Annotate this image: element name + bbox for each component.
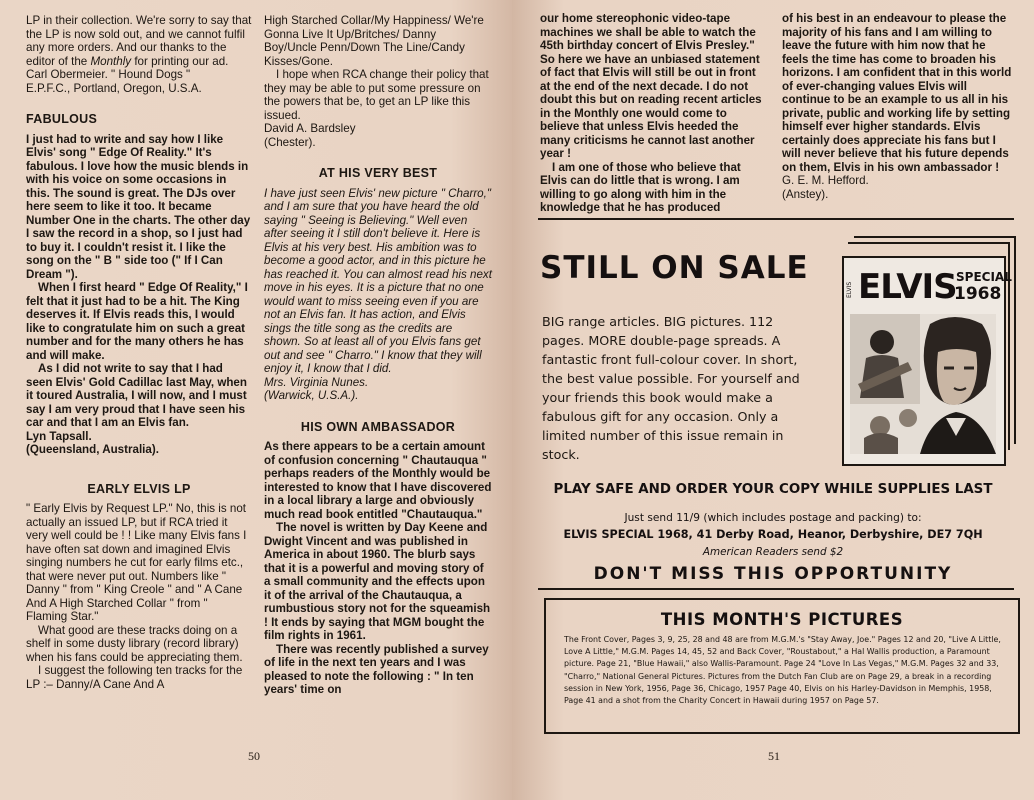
dont-miss-banner: DON'T MISS THIS OPPORTUNITY <box>593 564 953 584</box>
very-best-signature-location: (Warwick, U.S.A.). <box>264 389 359 402</box>
ambassador-signature-location: (Anstey). <box>782 187 829 201</box>
early-paragraph-3: I suggest the following ten tracks for the LP :– Danny/A Cane And A <box>26 664 243 691</box>
tracks-signature: David A. Bardsley <box>264 122 356 135</box>
ambassador-paragraph-2: The novel is written by Day Keene and Dwight Vincent and was published in America in about 1960. The blurb says that it is a powerful and moving story of a small community and the effects upon it of the arrival of the Chautauqua, a rumbustious story not for the squeamish ! It ends by saying that MGM bought the film rights in 1961. <box>264 521 491 642</box>
early-elvis-heading: EARLY ELVIS LP <box>87 481 191 496</box>
early-paragraph-1: " Early Elvis by Request LP." No, this is not actually an issued LP, but if RCA tried it very well could be ! ! Like many Elvis fans I have often sat down and imagined Elvis singing numbers he cut for early films etc., that were never put out. Numbers like " Danny " from " King Creole " and " A Cane And A High Starched Collar " from " Flaming Star." <box>26 502 247 623</box>
book-title: ELVIS <box>858 267 957 307</box>
american-price: American Readers send $2 <box>702 546 844 558</box>
book-spine-label: ELVIS <box>846 281 853 298</box>
intro-signature-location: E.P.F.C., Portland, Oregon, U.S.A. <box>26 81 202 95</box>
this-months-pictures-box <box>544 598 1020 734</box>
intro-signature: Carl Obermeier. " Hound Dogs " <box>26 68 191 81</box>
left-page <box>0 0 512 800</box>
pictures-credits: The Front Cover, Pages 3, 9, 25, 28 and 48 are from M.G.M.'s "Stay Away, Joe." Pages 12 and 20, "Live A Little, Love A Little," M.G.M. Pages 14, 45, 52 and Back Cover, "Roustabout," a Hal Wallis production, a Paramount picture. Page 21, "Blue Hawaii," also Wallis-Paramount. Page 24 "Love In Las Vegas," M.G.M. Pages 32 and 33, "Charro," National General Pictures. Pictures from the Dutch Fan Club are on Page 29, a break in a recording session in New York, 1956, Page 36, Chicago, 1957 Page 40, Elvis on his Harley-Davidson in Memphis, 1958, Page 41 and a shot from the Charity Concert in Hawaii during 1957 on Page 57. <box>564 635 1001 706</box>
very-best-paragraph: I have just seen Elvis' new picture " Charro," and I am sure that you have heard the old saying " Seeing is Believing." Well even after seeing it I still don't believe it. Here is Elvis at his very best. His ambition was to become a good actor, and in this picture he has reached it. You can almost read his next move in his eyes. It is a picture that no one would want to miss seeing even if you are not an Elvis fan. It has action, and Elvis sings the title song as the credits are shown. So at least all of you Elvis fans get out and see " Charro." I know that they will enjoy it, I know that I did. <box>264 186 492 375</box>
fabulous-signature: Lyn Tapsall. <box>26 429 92 443</box>
book-year: 1968 <box>954 284 1002 304</box>
fabulous-paragraph-1: I just had to write and say how I like Elvis' song " Edge Of Reality." It's fabulous. I love how the music blends in with his voice on some occasions in this. The sound is great. The DJs over here seem to like it too. It became Number One in the charts. The other day I saw the record in a shop, so I just had to buy it. I couldn't resist it. I like the song on the " B " side too (" If I Can Dream "). <box>26 132 251 281</box>
order-address: ELVIS SPECIAL 1968, 41 Derby Road, Heanor, Derbyshire, DE7 7QH <box>563 528 983 541</box>
tracks-paragraph-2: I hope when RCA change their policy that they may be able to put some pressure on the powers that be, to get an LP like this issued. <box>264 68 489 122</box>
book-cover-photo <box>850 314 996 454</box>
very-best-heading: AT HIS VERY BEST <box>318 166 438 180</box>
ad-headline: STILL ON SALE <box>540 250 809 286</box>
intro-letter: LP in their collection. We're sorry to say that the LP is now sold out, and we cannot fulfil any more orders. And our thanks to the editor of the Monthly for printing our ad. <box>26 14 252 68</box>
very-best-signature: Mrs. Virginia Nunes. <box>264 375 369 389</box>
early-paragraph-2: What good are these tracks doing on a shelf in some dusty library (record library) when his fans could be appreciating them. <box>26 623 243 664</box>
right-column-2 <box>782 12 1012 201</box>
ambassador-continued: our home stereophonic video-tape machines we shall be able to watch the 45th birthday concert of Elvis Presley." So here we have an unbiased statement of fact that Elvis will still be out in front at the end of the next decade. I do not doubt this but on reading recent articles in the Monthly one would come to believe that unless Elvis heeded the many criticisms he cannot last another year ! <box>540 12 762 160</box>
ambassador-heading: HIS OWN AMBASSADOR <box>300 419 456 434</box>
left-column-1 <box>26 14 252 691</box>
right-column-1 <box>540 12 768 215</box>
right-page-number: 51 <box>768 749 780 763</box>
ad-body: BIG range articles. BIG pictures. 112 pages. MORE double-page spreads. A fantastic front full-colour cover. In short, the best value possible. For yourself and your friends this book would make a fabulous gift for any occasion. Only a limited number of this issue remain in stock. <box>542 314 800 462</box>
left-page-number: 50 <box>248 749 260 763</box>
fabulous-paragraph-3: As I did not write to say that I had seen Elvis' Gold Cadillac last May, when it toured Australia, I will now, and I must say I am very proud that I have seen his car and that I am an Elvis fan. <box>26 362 247 429</box>
pictures-title: THIS MONTH'S PICTURES <box>660 610 904 629</box>
fabulous-paragraph-2: When I first heard " Edge Of Reality," I felt that it just had to be a hit. The King deserves it. If Elvis reads this, I would like to congratulate him on such a great number and for the many others he has and will make. <box>26 281 248 362</box>
tracks-signature-location: (Chester). <box>264 135 316 149</box>
ambassador-paragraph-1: As there appears to be a certain amount of confusion concerning " Chautauqua " perhaps readers of the Monthly would be interested to know that I have discovered in a local library a large and obviously much read book entitled "Chautauqua." <box>264 440 492 521</box>
left-column-2 <box>264 14 492 697</box>
fabulous-heading: FABULOUS <box>26 112 98 126</box>
ambassador-paragraph-3: There was recently published a survey of life in the next ten years and I was pleased to note the following : " In ten years' time on <box>264 642 489 696</box>
tracks-list: High Starched Collar/My Happiness/ We're Gonna Live It Up/Britches/ Danny Boy/Uncle Penn/Down The Line/Candy Kisses/Gone. <box>264 14 484 68</box>
ordering-instructions: Just send 11/9 (which includes postage and packing) to: <box>624 512 922 524</box>
ambassador-signature: G. E. M. Hefford. <box>782 174 869 187</box>
elvis-special-book-cover <box>842 256 1012 466</box>
play-safe-banner: PLAY SAFE AND ORDER YOUR COPY WHILE SUPPLIES LAST <box>553 482 993 497</box>
book-subtitle: SPECIAL <box>956 270 1012 284</box>
right-page <box>512 0 1034 800</box>
fabulous-signature-location: (Queensland, Australia). <box>26 443 159 456</box>
ambassador-conclusion: of his best in an endeavour to please the majority of his fans and I am willing to leave the future with him now that he feels the time has come to broaden his horizons. I am confident that in this world of ever-changing values Elvis will continue to be an example to us all in his private, public and working life by setting himself ever higher standards. Elvis certainly does appreciate his fans but I will never believe that his future depends on them, Elvis in his own ambassador ! <box>782 12 1012 174</box>
ambassador-continued-2: I am one of those who believe that Elvis can do little that is wrong. I am willing to go along with him in the knowledge that he has produced <box>540 160 741 214</box>
divider-bottom <box>538 588 1014 590</box>
divider-top <box>538 218 1014 220</box>
